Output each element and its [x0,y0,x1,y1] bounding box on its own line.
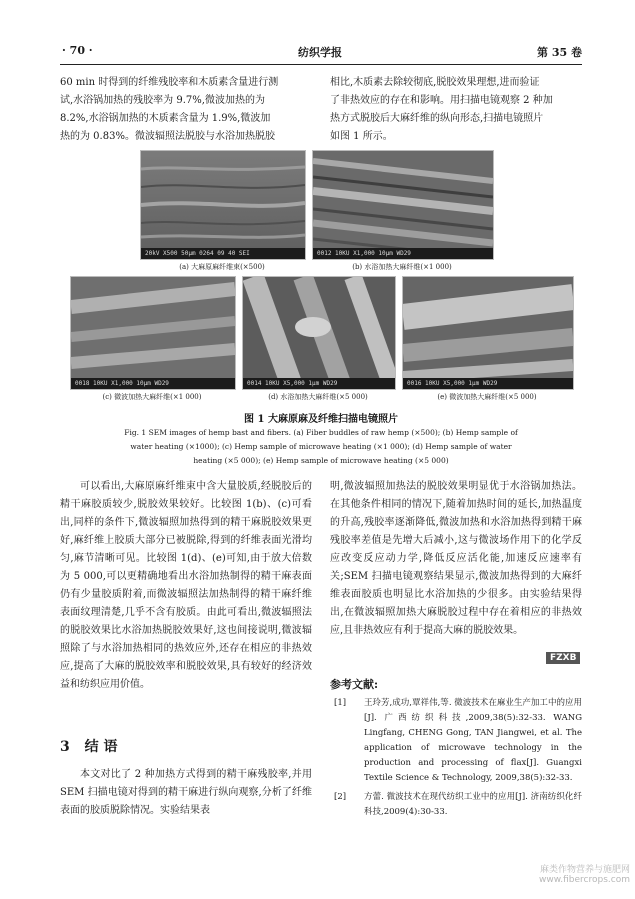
journal-badge: FZXB [546,652,580,664]
sem-info-bar: 0012 10KU X1,000 10μm WD29 [313,248,493,259]
text-line: 如图 1 所示。 [330,131,393,142]
sem-photo-e [402,276,574,390]
sem-photo-a [140,150,306,260]
figure-title-cn: 图 1 大麻原麻及纤维扫描电镜照片 [244,414,398,425]
top-left-text [60,74,312,146]
right-column [330,478,582,640]
conclusion-text [60,766,312,820]
sem-photo-c [70,276,236,390]
sem-image-raw-hemp [141,151,305,259]
sem-info-bar: 0014 10KU X5,000 1μm WD29 [243,378,395,389]
volume-label: 第 35 卷 [537,46,582,59]
watermark [470,862,630,885]
figure-title-en-line: heating (×5 000); (e) Hemp sample of microwave heating (×5 000) [193,456,449,465]
section-heading [60,736,118,756]
sem-info-bar: 0016 10KU X5,000 1μm WD29 [403,378,573,389]
watermark-line: www.fibercrops.com [539,875,630,885]
watermark-line: 麻类作物营养与施肥网 [539,865,630,875]
reference-text: 王玲芳,成功,覃祥伟,等. 微波技术在麻业生产加工中的应用[J]. 广西纺织科技,2009,38(5):32-33. WANG Lingfang, CHENG Gong, TAN Jiangwei, et al. The application of microwave technology in the production and processing of flax[J]. Guangxi Textile Science & Technology, 2009,38(5):32-33. [364,698,582,783]
reference-number: [1] [334,698,347,708]
figure-title-en [60,426,582,468]
discussion-paragraph: 可以看出,大麻原麻纤维束中含大量胶质,经脱胶后的精干麻胶质较少,脱胶效果较好。比较图 1(b)、(c)可看出,同样的条件下,微波辐照加热得到的精干麻脱胶效果更好,麻纤维上胶质大部分已被脱除,得到的纤维表面光滑均匀,麻节清晰可见。比较图 1(d)、(e)可知,由于放大倍数为 5 000,可以更精确地看出水浴加热制得的精干麻表面仍有少量胶质附着,而微波辐照法加热制得的精干麻纤维表面纹理清楚,几乎不含有胶质。由此可看出,微波辐照法的脱胶效果比水浴加热脱胶效果好,这也间接说明,微波辐照除了与水浴加热相同的热效应外,还存在相应的非热效应,提高了大麻的脱胶效率和脱胶效果,具有较好的经济效益和纺织应用价值。 [60,481,312,690]
reference-1 [334,696,582,786]
text-line: 热的为 0.83%。微波辐照法脱胶与水浴加热脱胶 [60,131,275,142]
text-line: 试,水浴锅加热的残胶率为 9.7%,微波加热的为 [60,95,265,106]
caption-c: (c) 微波加热大麻纤维(×1 000) [102,393,202,401]
left-column [60,478,312,694]
reference-2 [334,790,582,820]
conclusion-continued-paragraph: 明,微波辐照加热法的脱胶效果明显优于水浴锅加热法。在其他条件相同的情况下,随着加热时间的延长,加热温度的升高,残胶率逐渐降低,微波加热和水浴加热得到精干麻残胶率差值是先增大后减小,这与微波场作用下的化学反应改变反应动力学,降低反应活化能,加速反应速率有关;SEM 扫描电镜观察结果显示,微波加热得到的大麻纤维表面胶质也明显比水浴加热的少很多。由实验结果得出,在微波辐照加热大麻脱胶过程中存在着相应的非热效应,且非热效应有利于提高大麻的脱胶效果。 [330,481,582,636]
caption-b: (b) 水浴加热大麻纤维(×1 000) [352,263,452,271]
section-title: 结 语 [84,739,118,755]
text-line: 相比,木质素去除较彻底,脱胶效果理想,进而验证 [330,77,540,88]
caption-a: (a) 大麻原麻纤维束(×500) [179,263,265,271]
text-line: 60 min 时得到的纤维残胶率和木质素含量进行测 [60,77,279,88]
sem-image-water-heating-1000 [313,151,493,259]
text-line: 8.2%,水浴锅加热的木质素含量为 1.9%,微波加 [60,113,271,124]
caption-e: (e) 微波加热大麻纤维(×5 000) [437,393,537,401]
sem-image-microwave-heating-1000 [71,277,235,389]
sem-photo-d [242,276,396,390]
sem-image-microwave-heating-5000 [403,277,573,389]
sem-image-water-heating-5000 [243,277,395,389]
journal-name: 纺织学报 [298,46,342,59]
page-number: · 70 · [62,44,93,57]
references-heading: 参考文献: [330,678,379,691]
reference-number: [2] [334,792,347,802]
figure-title-en-line: Fig. 1 SEM images of hemp bast and fibers. (a) Fiber buddles of raw hemp (×500); (b) Hemp sample of [124,428,518,437]
header-rule [60,64,582,65]
sem-photo-b [312,150,494,260]
section-number: 3 [60,739,70,755]
text-line: 了非热效应的存在和影响。用扫描电镜观察 2 种加 [330,95,553,106]
reference-text: 方蕾. 微波技术在现代纺织工业中的应用[J]. 济南纺织化纤科技,2009(4):30-33. [364,792,582,817]
conclusion-paragraph: 本文对比了 2 种加热方式得到的精干麻残胶率,并用 SEM 扫描电镜对得到的精干麻进行纵向观察,分析了纤维表面的胶质脱除情况。实验结果表 [60,769,312,816]
sem-info-bar: 0018 10KU X1,000 10μm WD29 [71,378,235,389]
top-right-text [330,74,582,146]
caption-d: (d) 水浴加热大麻纤维(×5 000) [268,393,368,401]
figure-title-en-line: water heating (×1000); (c) Hemp sample of microwave heating (×1 000); (d) Hemp sample of water [130,442,512,451]
text-line: 热方式脱胶后大麻纤维的纵向形态,扫描电镜照片 [330,113,544,124]
sem-info-bar: 20kV X500 50μm 0264 09 40 SEI [141,248,305,259]
